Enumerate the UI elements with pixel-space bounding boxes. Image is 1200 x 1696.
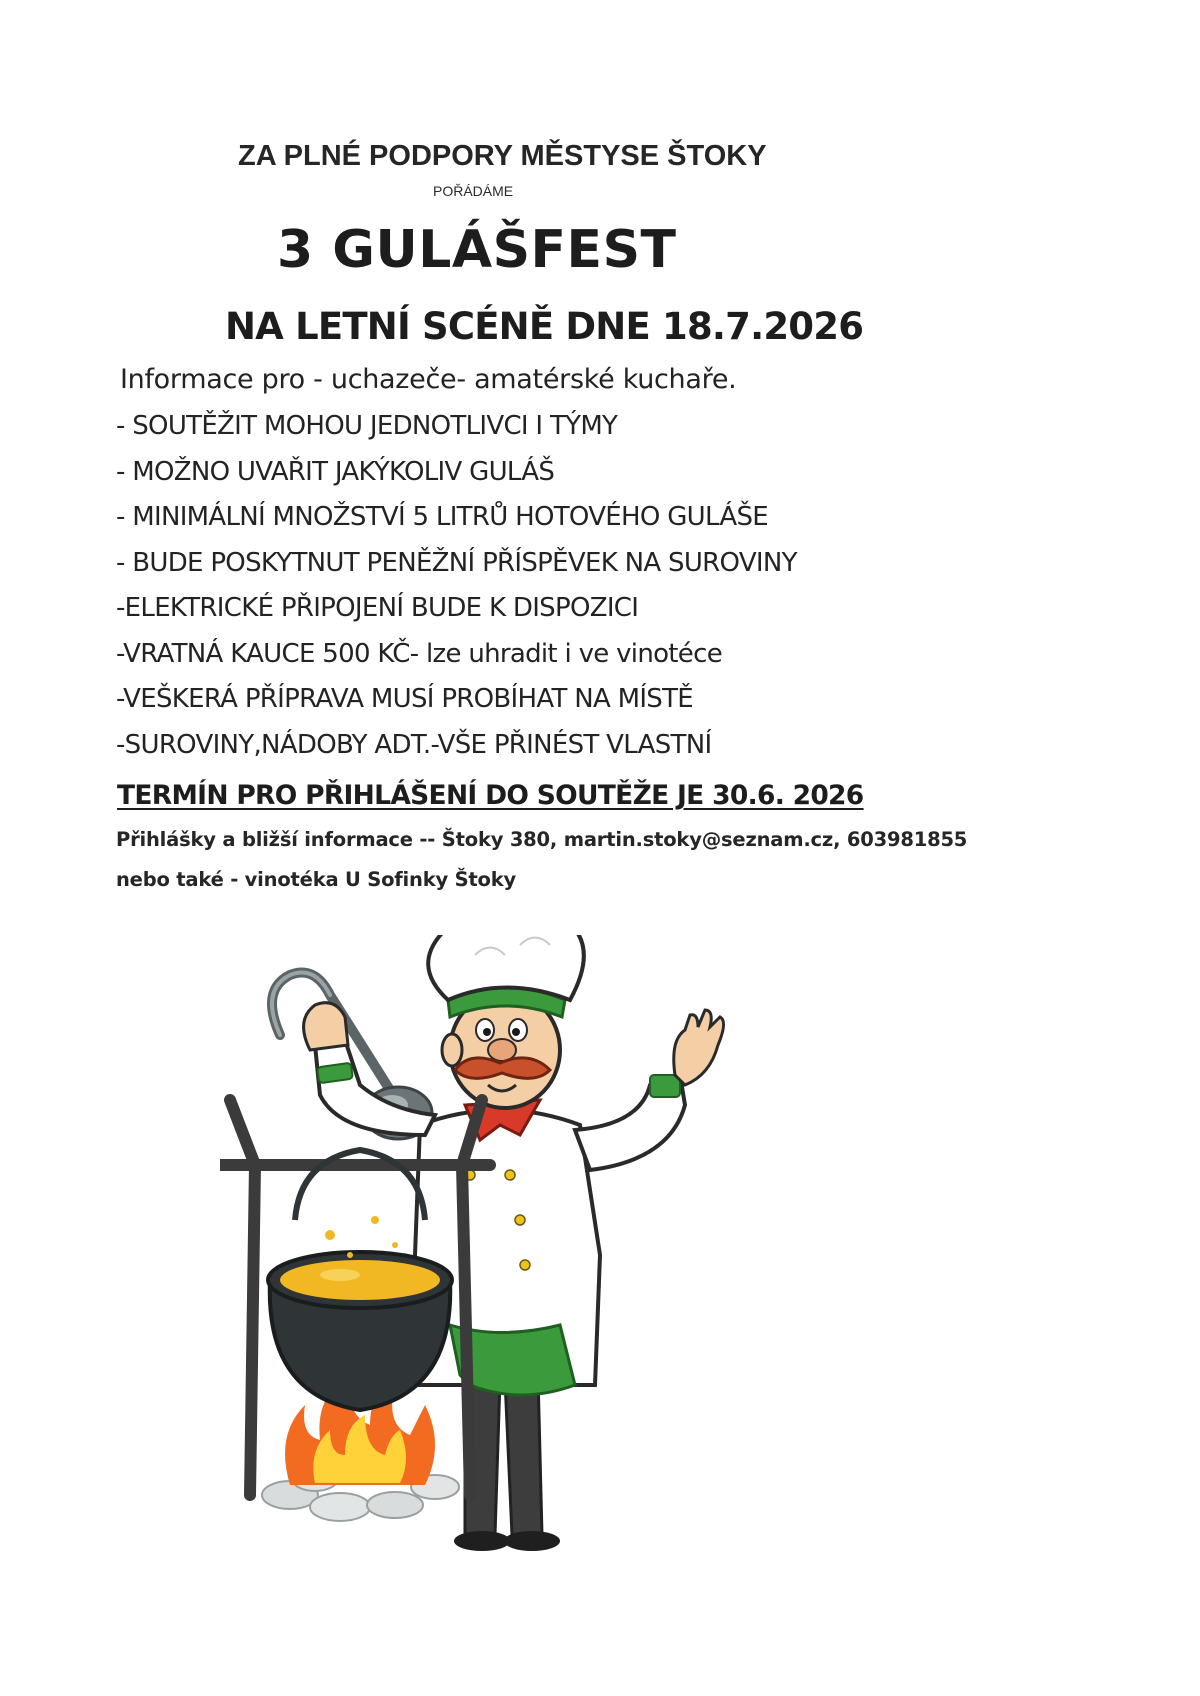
rule-item: - MINIMÁLNÍ MNOŽSTVÍ 5 LITRŮ HOTOVÉHO GULÁŠE [116,502,768,532]
rule-item: - SOUTĚŽIT MOHOU JEDNOTLIVCI I TÝMY [116,411,618,441]
contact-line: Přihlášky a bližší informace -- Štoky 380, martin.stoky@seznam.cz, 603981855 [116,828,968,851]
contact-line-alt: nebo také - vinotéka U Sofinky Štoky [116,868,517,891]
event-title: 3 GULÁŠFEST [277,220,677,280]
venue-date: NA LETNÍ SCÉNĚ DNE 18.7.2026 [225,305,864,348]
rule-item: -ELEKTRICKÉ PŘIPOJENÍ BUDE K DISPOZICI [116,593,639,623]
rule-item: -SUROVINY,NÁDOBY ADT.-VŠE PŘINÉST VLASTNÍ [116,729,712,760]
rules-list [116,404,797,768]
sponsor-line: ZA PLNÉ PODPORY MĚSTYSE ŠTOKY [238,140,767,172]
info-intro: Informace pro - uchazeče- amatérské kuchaře. [120,364,737,395]
rule-item: -VRATNÁ KAUCE 500 KČ- lze uhradit i ve vinotéce [116,638,722,669]
chef-cooking-goulash-icon [220,935,760,1560]
rule-item: - BUDE POSKYTNUT PENĚŽNÍ PŘÍSPĚVEK NA SUROVINY [116,547,797,578]
organize-label: POŘÁDÁME [433,183,514,199]
rule-item: - MOŽNO UVAŘIT JAKÝKOLIV GULÁŠ [116,456,555,487]
rule-item: -VEŠKERÁ PŘÍPRAVA MUSÍ PROBÍHAT NA MÍSTĚ [116,684,694,714]
registration-deadline: TERMÍN PRO PŘIHLÁŠENÍ DO SOUTĚŽE JE 30.6. 2026 [117,780,864,811]
